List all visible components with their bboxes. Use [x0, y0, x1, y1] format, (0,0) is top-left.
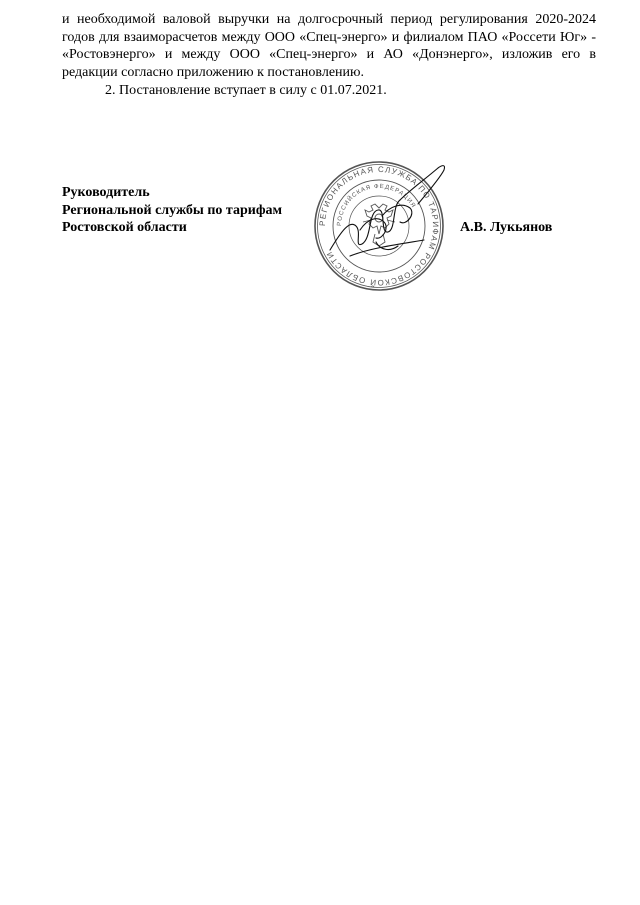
signatory-title [62, 184, 282, 237]
document-body [62, 11, 596, 100]
official-seal-stamp [313, 160, 445, 292]
paragraph-continuation: и необходимой валовой выручки на долгосрочный период регулирования 2020-2024 годов для взаиморасчетов между ООО «Спец-энерго» и филиалом ПАО «Россети Юг» - «Ростовэнерго» и между ООО «Спец-энерго» и АО «Донэнерго», изложив его в редакции согласно приложению к постановлению. [62, 12, 596, 80]
signatory-title-line-1: Руководитель [62, 185, 150, 200]
seal-inner-ring-text: РОССИЙСКАЯ ФЕДЕРАЦИЯ [336, 183, 417, 227]
seal-outer-ring-text: РЕГИОНАЛЬНАЯ СЛУЖБА ПО ТАРИФАМ РОСТОВСКОЙ ОБЛАСТИ [317, 164, 441, 288]
signatory-title-line-2: Региональной службы по тарифам [62, 202, 283, 218]
eagle-emblem-icon [363, 204, 395, 246]
signatory-name: А.В. Лукьянов [460, 220, 553, 235]
signatory-title-line-3: Ростовской области [62, 220, 187, 235]
paragraph-effective-date: 2. Постановление вступает в силу с 01.07.2021. [105, 83, 387, 98]
